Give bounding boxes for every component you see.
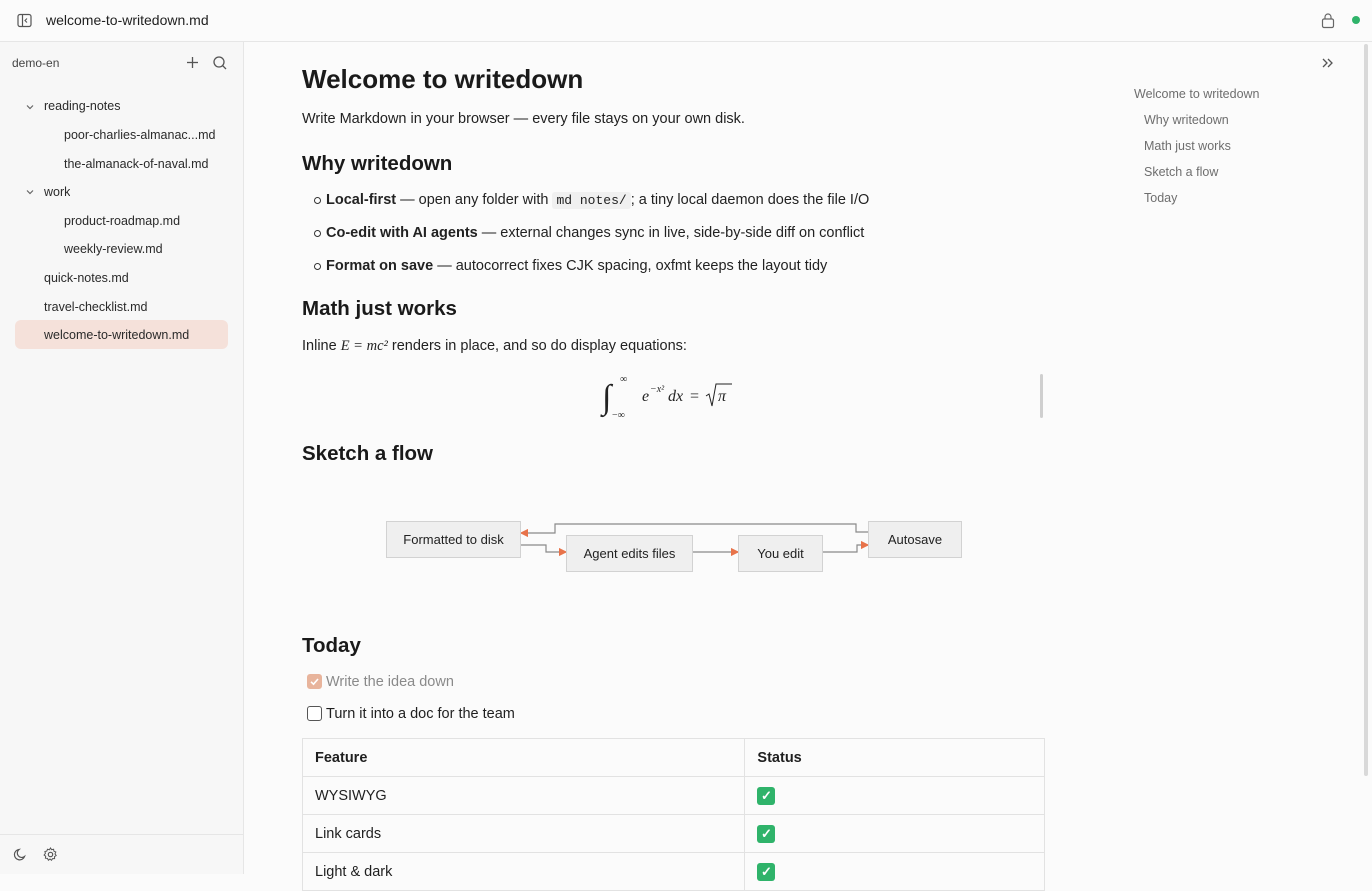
svg-text:dx: dx <box>668 388 684 405</box>
table-header-row <box>303 739 1045 777</box>
task-label: Write the idea down <box>326 674 454 690</box>
sync-status-dot <box>1352 16 1360 24</box>
workspace-name: demo-en <box>12 56 60 70</box>
top-bar <box>0 0 1372 42</box>
document-title: welcome-to-writedown.md <box>46 12 209 28</box>
table-row <box>303 853 1045 891</box>
check-mark-icon: ✓ <box>757 787 775 805</box>
search-icon[interactable] <box>212 55 228 71</box>
table-cell: WYSIWYG <box>303 777 745 815</box>
table-header: Status <box>745 739 1045 777</box>
plus-icon[interactable] <box>185 55 200 70</box>
sidebar-footer <box>0 834 243 875</box>
task-label: Turn it into a doc for the team <box>326 706 515 722</box>
svg-text:−x²: −x² <box>650 384 665 395</box>
outline-item[interactable]: Today <box>1144 191 1178 205</box>
heading-why-writedown: Why writedown <box>302 152 453 175</box>
svg-text:∞: ∞ <box>620 374 628 385</box>
sidebar-folder-reading-notes[interactable]: reading-notes <box>44 99 121 113</box>
chevron-down-icon[interactable] <box>25 187 35 197</box>
svg-text:∫: ∫ <box>602 379 612 416</box>
check-mark-icon: ✓ <box>757 863 775 881</box>
svg-text:−∞: −∞ <box>612 410 625 421</box>
sidebar-file[interactable]: weekly-review.md <box>64 242 163 256</box>
table-cell <box>745 777 1045 815</box>
page-scrollbar[interactable] <box>1364 44 1368 776</box>
table-cell <box>745 815 1045 853</box>
page-title: Welcome to writedown <box>302 64 584 94</box>
outline-item[interactable]: Math just works <box>1144 139 1231 153</box>
flow-node-you-edit: You edit <box>738 535 823 572</box>
table-row <box>303 815 1045 853</box>
list-item: Local-first — open any folder with md notes/ ; a tiny local daemon does the file I/O <box>326 192 870 208</box>
math-paragraph: Inline E = mc² renders in place, and so do display equations: <box>302 338 687 354</box>
heading-math: Math just works <box>302 297 457 320</box>
sidebar-file-active[interactable]: welcome-to-writedown.md <box>44 328 190 342</box>
table-cell: Light & dark <box>303 853 745 891</box>
table-cell <box>745 853 1045 891</box>
feature-table <box>302 738 1045 891</box>
sidebar <box>0 42 244 874</box>
table-row <box>303 777 1045 815</box>
table-cell: Link cards <box>303 815 745 853</box>
sidebar-file[interactable]: the-almanack-of-naval.md <box>64 157 209 171</box>
task-checkbox[interactable] <box>307 706 322 721</box>
lock-icon[interactable] <box>1320 12 1336 29</box>
sidebar-folder-work[interactable]: work <box>44 185 71 199</box>
svg-text:e: e <box>642 388 650 405</box>
sidebar-file[interactable]: travel-checklist.md <box>44 300 148 314</box>
check-mark-icon: ✓ <box>757 825 775 843</box>
table-header: Feature <box>303 739 745 777</box>
sidebar-toggle-icon[interactable] <box>17 13 32 28</box>
inline-formula: E = mc² <box>340 338 388 354</box>
moon-icon[interactable] <box>13 847 28 862</box>
svg-text:=: = <box>690 388 700 405</box>
flow-node-agent-edits: Agent edits files <box>566 535 693 572</box>
inline-code: md notes/ <box>552 192 630 209</box>
heading-today: Today <box>302 634 361 657</box>
flow-node-autosave: Autosave <box>868 521 962 558</box>
outline-item[interactable]: Sketch a flow <box>1144 165 1219 179</box>
sidebar-file[interactable]: quick-notes.md <box>44 271 129 285</box>
sidebar-file[interactable]: poor-charlies-almanac...md <box>64 128 216 142</box>
list-item: Format on save — autocorrect fixes CJK spacing, oxfmt keeps the layout tidy <box>326 258 828 274</box>
outline-item[interactable]: Welcome to writedown <box>1134 87 1260 101</box>
editor[interactable] <box>244 42 1372 880</box>
chevron-down-icon[interactable] <box>25 102 35 112</box>
flow-node-formatted: Formatted to disk <box>386 521 521 558</box>
heading-flow: Sketch a flow <box>302 442 434 465</box>
list-item: Co-edit with AI agents — external changes sync in live, side-by-side diff on conflict <box>326 225 865 241</box>
check-icon <box>308 675 321 688</box>
svg-text:π: π <box>718 388 727 405</box>
outline-item[interactable]: Why writedown <box>1144 113 1229 127</box>
chevron-double-right-icon[interactable] <box>1320 56 1334 70</box>
intro-paragraph: Write Markdown in your browser — every file stays on your own disk. <box>302 111 745 127</box>
task-checkbox-checked[interactable] <box>307 674 322 689</box>
gear-icon[interactable] <box>43 847 58 862</box>
sidebar-file[interactable]: product-roadmap.md <box>64 214 181 228</box>
